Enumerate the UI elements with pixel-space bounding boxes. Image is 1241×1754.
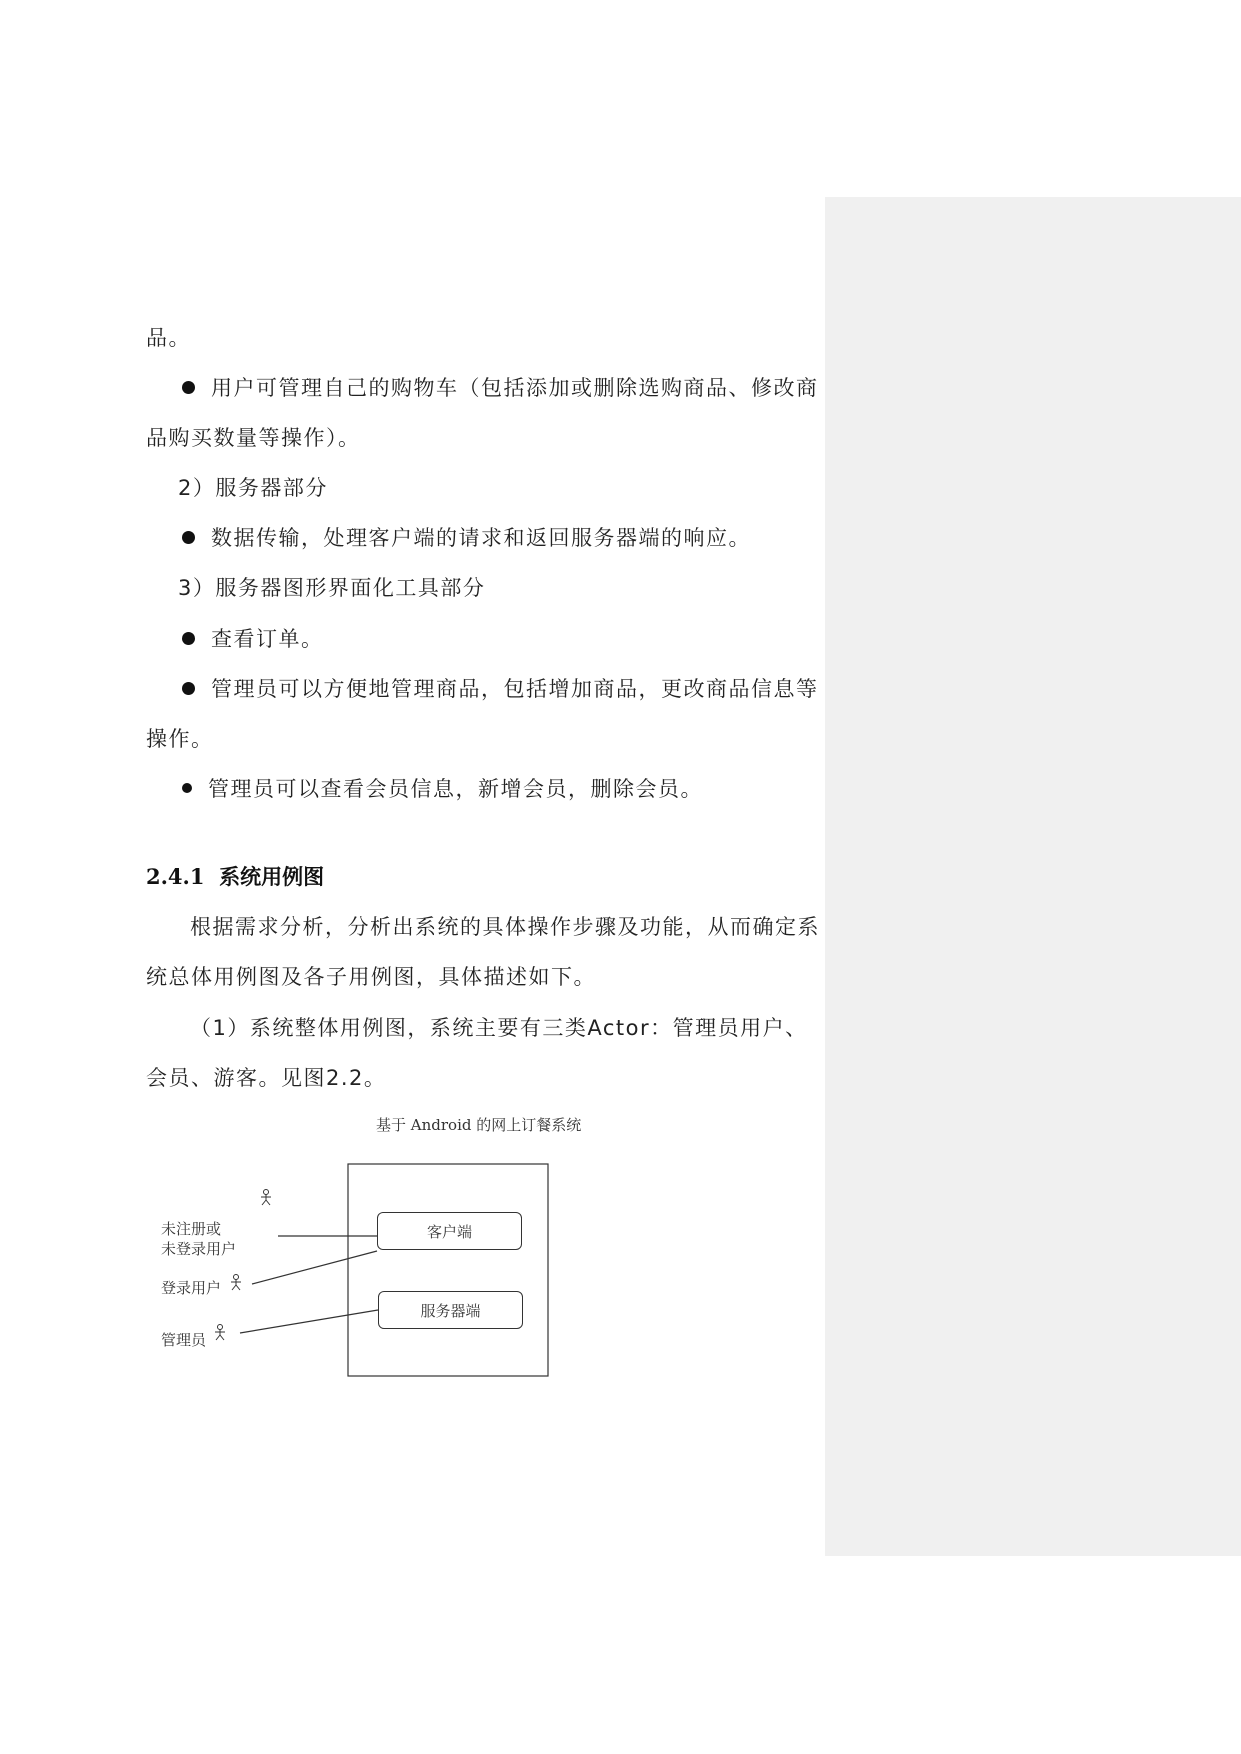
actor-label-guest: 未注册或 未登录用户 — [161, 1220, 237, 1258]
actor-label-admin: 管理员 — [161, 1331, 207, 1349]
usecase-server: 服务器端 — [378, 1291, 523, 1329]
association-line — [252, 1251, 377, 1284]
diagram-title: 基于 Android 的网上订餐系统 — [376, 1116, 582, 1134]
actor-icon — [231, 1275, 241, 1291]
bullet-item-members: 管理员可以查看会员信息，新增会员，删除会员。 — [182, 774, 703, 804]
bullet-item-manage-goods-cont: 操作。 — [146, 727, 214, 751]
body-paragraph-2-cont: 会员、游客。见图2.2。 — [146, 1066, 387, 1090]
body-paragraph-1-cont: 统总体用例图及各子用例图，具体描述如下。 — [146, 965, 596, 989]
body-paragraph-2: （1）系统整体用例图，系统主要有三类Actor：管理员用户、 — [190, 1016, 808, 1040]
diagram-lines — [140, 1150, 580, 1400]
section-number: 2.4.1 — [146, 864, 205, 889]
section-heading — [146, 862, 324, 892]
bullet-item-transfer: 数据传输，处理客户端的请求和返回服务器端的响应。 — [182, 523, 751, 553]
bullet-item-manage-goods: 管理员可以方便地管理商品，包括增加商品，更改商品信息等 — [182, 674, 819, 704]
bullet-item-cart-cont: 品购买数量等操作）。 — [146, 426, 361, 450]
comment-margin-pane — [825, 197, 1241, 1556]
usecase-client: 客户端 — [377, 1212, 522, 1250]
body-paragraph-1: 根据需求分析，分析出系统的具体操作步骤及功能，从而确定系 — [190, 915, 820, 939]
actor-label-logged-in: 登录用户 — [161, 1279, 222, 1297]
bullet-icon — [182, 783, 192, 793]
bullet-icon — [182, 531, 195, 544]
bullet-icon — [182, 381, 195, 394]
subsection-server: 2）服务器部分 — [178, 476, 328, 500]
subsection-gui-tool: 3）服务器图形界面化工具部分 — [178, 576, 486, 600]
bullet-item-orders: 查看订单。 — [182, 624, 324, 654]
actor-icon — [261, 1190, 271, 1206]
actor-icon — [215, 1325, 225, 1341]
use-case-diagram — [140, 1150, 580, 1400]
association-line — [240, 1310, 378, 1333]
bullet-icon — [182, 682, 195, 695]
paragraph-tail: 品。 — [146, 326, 191, 350]
bullet-icon — [182, 632, 195, 645]
bullet-item-cart: 用户可管理自己的购物车（包括添加或删除选购商品、修改商 — [182, 373, 819, 403]
system-boundary — [348, 1164, 548, 1376]
section-title: 系统用例图 — [219, 864, 325, 889]
